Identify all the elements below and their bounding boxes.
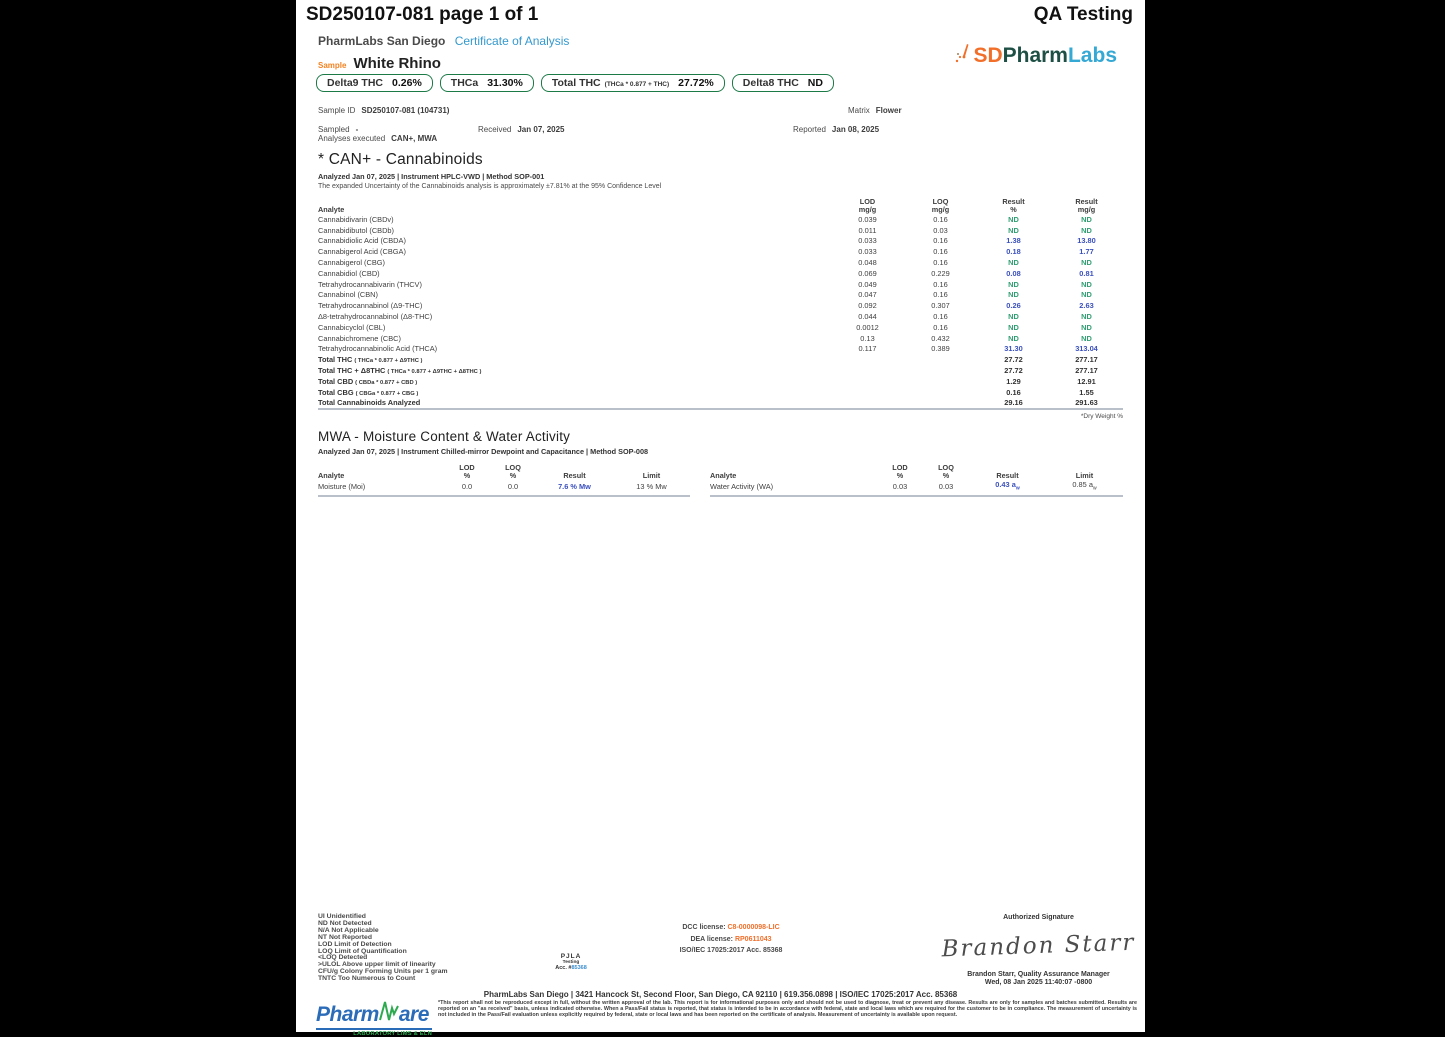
result-mg: 2.63 (1079, 301, 1094, 311)
abbreviation-legend (318, 914, 448, 983)
total-row (318, 365, 1123, 376)
delta8-thc-badge: Delta8 THC ND (732, 74, 834, 92)
loq-value: 0.229 (931, 268, 950, 278)
result-mg: ND (1081, 333, 1092, 343)
analyte-name: Cannabidiolic Acid (CBDA) (318, 236, 406, 246)
moisture-result: 7.6 % Mw (558, 481, 591, 491)
lod-value: 0.044 (858, 312, 877, 322)
loq-value: 0.16 (933, 322, 948, 332)
result-mg: ND (1081, 312, 1092, 322)
cannabinoids-section (318, 151, 1123, 420)
water-activity-table: Analyte LOD % LOQ % Result Limit Water Activity (WA) 0.03 0.03 0.43 $a_w$ 0.85 $a_w$ (710, 462, 1123, 497)
result-pct: ND (1008, 214, 1019, 224)
analyte-name: Cannabidibutol (CBDb) (318, 225, 394, 235)
qa-testing-label: QA Testing (1033, 4, 1133, 25)
lod-value: 0.049 (858, 279, 877, 289)
cannabinoids-uncertainty-note: The expanded Uncertainty of the Cannabinoids analysis is approximately ±7.81% at the 95% Confidence Level (318, 183, 662, 190)
sample-info (296, 106, 1145, 152)
iso-accreditation: ISO/IEC 17025:2017 Acc. 85368 (679, 947, 783, 954)
moisture-limit: 13 % Mw (636, 481, 667, 491)
total-label: Total CBD ( CBDa * 0.877 + CBD ) (318, 376, 418, 386)
legend-line: ND Not Detected (318, 919, 372, 927)
analyte-name: Cannabidiol (CBD) (318, 268, 380, 278)
lod-value: 0.011 (858, 225, 877, 235)
brand-row (318, 34, 569, 48)
table-row (318, 300, 1123, 311)
lab-name: PharmLabs San Diego (318, 34, 446, 48)
cannabinoids-title: * CAN+ - Cannabinoids (318, 151, 483, 168)
result-mg: ND (1081, 214, 1092, 224)
analyte-name: Δ8-tetrahydrocannabinol (Δ8-THC) (318, 312, 433, 322)
result-mg: ND (1081, 322, 1092, 332)
result-mg: ND (1081, 225, 1092, 235)
loq-value: 0.16 (933, 312, 948, 322)
total-label: Total THC + Δ8THC ( THCa * 0.877 + Δ9THC + Δ8THC ) (318, 366, 482, 376)
total-pct: 27.72 (1004, 366, 1023, 376)
water-activity-row: Water Activity (WA) 0.03 0.03 0.43 $a_w$ 0.85 $a_w$ (710, 480, 1123, 493)
legend-line: >ULOL Above upper limit of linearity (318, 961, 436, 969)
certificate-type-label: Certificate of Analysis (454, 34, 570, 48)
total-pct: 29.16 (1004, 398, 1023, 408)
footer-address: PharmLabs San Diego | 3421 Hancock St, Second Floor, San Diego, CA 92110 | 619.356.0898 | ISO/IEC 17025:2017 Acc. 85368 (483, 990, 958, 999)
legend-line: LOQ Limit of Quantification (318, 947, 407, 955)
total-label: Total THC ( THCa * 0.877 + Δ9THC ) (318, 355, 423, 365)
result-mg: ND (1081, 290, 1092, 300)
loq-value: 0.432 (931, 333, 950, 343)
lod-value: 0.0012 (856, 322, 879, 332)
analyte-name: Cannabigerol (CBG) (318, 258, 385, 268)
analyte-name: Cannabidivarin (CBDv) (318, 214, 394, 224)
legend-line: CFU/g Colony Forming Units per 1 gram (318, 968, 448, 976)
result-mg: 13.80 (1077, 236, 1096, 246)
document-header (296, 0, 1145, 26)
mortar-pestle-icon (954, 42, 973, 70)
mwa-title: MWA - Moisture Content & Water Activity (318, 429, 571, 444)
legend-line: TNTC Too Numerous to Count (318, 975, 416, 983)
reported-field: Reported Jan 08, 2025 (793, 125, 880, 134)
mwa-section (318, 429, 1123, 497)
moisture-table: Analyte LOD % LOQ % Result Limit Moisture (Moi) 0.0 0.0 7.6 % Mw 13 % Mw (318, 462, 690, 497)
signer-name: Brandon Starr, Quality Assurance Manager Wed, 08 Jan 2025 11:40:07 -0800 (967, 971, 1110, 986)
analyte-name: Cannabinol (CBN) (318, 290, 378, 300)
lod-value: 0.117 (858, 344, 877, 354)
lod-value: 0.13 (860, 333, 875, 343)
table-row (318, 290, 1123, 301)
table-row (318, 214, 1123, 225)
received-field: Received Jan 07, 2025 (478, 125, 565, 134)
table-row (318, 225, 1123, 236)
moisture-row: Moisture (Moi) 0.0 0.0 7.6 % Mw 13 % Mw (318, 480, 690, 493)
loq-value: 0.16 (933, 258, 948, 268)
signature-block (931, 914, 1146, 987)
analyte-name: Tetrahydrocannabinolic Acid (THCA) (318, 344, 438, 354)
water-activity-result: 0.43 $a_w$ (995, 479, 1020, 492)
result-pct: ND (1008, 333, 1019, 343)
sample-name: White Rhino (353, 55, 441, 72)
matrix-field: Matrix Flower (848, 106, 902, 115)
total-mg: 1.55 (1079, 387, 1094, 397)
legend-line: N/A Not Applicable (318, 926, 379, 934)
table-row (318, 268, 1123, 279)
certificate-page (296, 0, 1145, 1037)
lod-value: 0.092 (858, 301, 877, 311)
analyte-name: Cannabigerol Acid (CBGA) (318, 247, 406, 257)
total-thc-badge: Total THC (THCa * 0.877 + THC) 27.72% (541, 74, 725, 92)
document-title: SD250107-081 page 1 of 1 (306, 4, 539, 25)
cannabinoids-table-header: Analyte LOD mg/g LOQ mg/g Result % Result mg/g (318, 197, 1098, 214)
result-pct: ND (1008, 290, 1019, 300)
sample-label: Sample (318, 61, 347, 70)
total-row (318, 354, 1123, 365)
result-mg: ND (1081, 279, 1092, 289)
legend-line: NT Not Reported (318, 933, 372, 941)
result-mg: 1.77 (1079, 247, 1094, 257)
legend-line: <LOQ Detected (318, 954, 368, 962)
pharmware-logo: Pharm are LABORATORY LIMS & ELN (316, 1000, 432, 1037)
analyte-name: Cannabichromene (CBC) (318, 333, 401, 343)
result-pct: ND (1008, 322, 1019, 332)
table-row (318, 344, 1123, 355)
loq-value: 0.307 (931, 301, 950, 311)
lod-value: 0.047 (858, 290, 877, 300)
total-label: Total Cannabinoids Analyzed (318, 398, 421, 408)
analyses-field: Analyses executed CAN+, MWA (318, 134, 438, 143)
table-row (318, 322, 1123, 333)
dcc-license: DCC license: C8-0000098-LIC (682, 924, 780, 931)
total-pct: 0.16 (1006, 387, 1021, 397)
loq-value: 0.03 (933, 225, 948, 235)
total-pct: 27.72 (1004, 355, 1023, 365)
lod-value: 0.069 (858, 268, 877, 278)
result-pct: ND (1008, 312, 1019, 322)
sample-id-field: Sample ID SD250107-081 (104731) (318, 106, 450, 115)
loq-value: 0.16 (933, 279, 948, 289)
total-mg: 291.63 (1075, 398, 1098, 408)
analyte-name: Cannabicyclol (CBL) (318, 322, 386, 332)
lod-value: 0.048 (858, 258, 877, 268)
total-label: Total CBG ( CBGa * 0.877 + CBG ) (318, 387, 419, 397)
loq-value: 0.16 (933, 290, 948, 300)
result-pct: ND (1008, 258, 1019, 268)
result-mg: ND (1081, 258, 1092, 268)
legend-line: LOD Limit of Detection (318, 940, 392, 948)
signature-script: Brandon Starr (941, 929, 1136, 963)
loq-value: 0.16 (933, 247, 948, 257)
table-row (318, 333, 1123, 344)
result-mg: 313.04 (1075, 344, 1098, 354)
result-pct: ND (1008, 225, 1019, 235)
total-pct: 1.29 (1006, 376, 1021, 386)
loq-value: 0.16 (933, 236, 948, 246)
dry-weight-note: *Dry Weight % (1080, 413, 1123, 421)
result-pct: ND (1008, 279, 1019, 289)
lod-value: 0.033 (858, 247, 877, 257)
footer-disclaimer: *This report shall not be reproduced except in full, without the written approval of the lab. This report is for informational purposes only and should not be used to diagnose, treat or prevent any disease. Results are only for samples and batches submitted. Results are reported on an "as received" basis, unless indicated otherwise. When a Pass/Fail status is reported, that status is intended to be in accordance with federal, state and local laws which are required for the customer to be in compliance. The measurement of uncertainty is not included in the Pass/Fail evaluation unless explicitly required by federal, state or local laws and has been reported on the certificate of analysis. Measurement of uncertainty is available upon request. (438, 1000, 1137, 1018)
result-pct: 1.38 (1006, 236, 1021, 246)
logo-labs: Labs (1067, 44, 1117, 67)
potency-badges (316, 74, 834, 92)
water-activity-limit: 0.85 $a_w$ (1072, 479, 1097, 492)
total-mg: 277.17 (1075, 366, 1098, 376)
sampled-field: Sampled - (318, 125, 359, 134)
result-pct: 0.26 (1006, 301, 1021, 311)
cannabinoids-table-body (318, 214, 1123, 410)
logo-sd: SD (973, 44, 1003, 67)
sdpharmlabs-logo (954, 42, 1117, 70)
delta9-thc-badge: Delta9 THC 0.26% (316, 74, 433, 92)
license-block (636, 922, 826, 957)
result-pct: 0.08 (1006, 268, 1021, 278)
cannabinoids-meta: Analyzed Jan 07, 2025 | Instrument HPLC-VWD | Method SOP-001 (318, 172, 545, 181)
sample-row (318, 55, 441, 72)
lod-value: 0.039 (858, 214, 877, 224)
table-row (318, 311, 1123, 322)
total-mg: 12.91 (1077, 376, 1096, 386)
dea-license: DEA license: RP0611043 (690, 935, 772, 943)
total-mg: 277.17 (1075, 355, 1098, 365)
table-row (318, 246, 1123, 257)
table-row (318, 279, 1123, 290)
result-pct: 31.30 (1004, 344, 1023, 354)
authorized-signature-label: Authorized Signature (1003, 914, 1074, 921)
pjla-accreditation-logo: PJLA Testing Acc. #85368 (555, 953, 587, 971)
result-pct: 0.18 (1006, 247, 1021, 257)
waveform-icon (379, 1000, 399, 1027)
table-row (318, 236, 1123, 247)
result-mg: 0.81 (1079, 268, 1094, 278)
mwa-meta: Analyzed Jan 07, 2025 | Instrument Chilled-mirror Dewpoint and Capacitance | Method SOP-008 (318, 447, 649, 456)
total-row (318, 398, 1123, 409)
legend-line: UI Unidentified (318, 913, 366, 920)
analyte-name: Tetrahydrocannabivarin (THCV) (318, 279, 422, 289)
thca-badge: THCa 31.30% (440, 74, 534, 92)
total-row (318, 387, 1123, 398)
lod-value: 0.033 (858, 236, 877, 246)
pharmware-tagline: LABORATORY LIMS & ELN (353, 1031, 432, 1037)
loq-value: 0.389 (931, 344, 950, 354)
logo-pharm: Pharm (1002, 44, 1068, 67)
loq-value: 0.16 (933, 214, 948, 224)
total-row (318, 376, 1123, 387)
table-row (318, 257, 1123, 268)
analyte-name: Tetrahydrocannabinol (Δ9-THC) (318, 301, 423, 311)
